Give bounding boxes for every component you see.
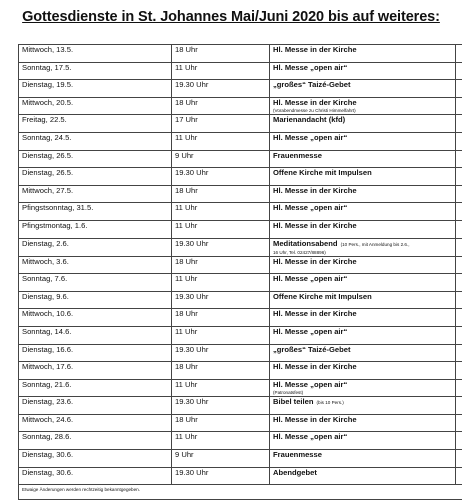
time-cell: 19.30 Uhr	[172, 168, 270, 186]
footnote-row	[19, 485, 462, 500]
event-title: Hl. Messe in der Kirche	[273, 257, 357, 266]
event-subnote: (Vorabendmesse zu Christi Himmelfahrt)	[273, 108, 452, 114]
event-title: Marienandacht (kfd)	[273, 115, 345, 124]
event-title: Hl. Messe „open air“	[273, 380, 347, 389]
schedule-table	[18, 44, 462, 500]
blank-cell	[456, 326, 462, 344]
table-row	[19, 291, 462, 309]
event-title: Hl. Messe „open air“	[273, 274, 347, 283]
table-row	[19, 150, 462, 168]
event-cell	[270, 132, 456, 150]
event-title: Hl. Messe in der Kirche	[273, 45, 357, 54]
day-cell: Mittwoch, 3.6.	[19, 256, 172, 274]
blank-cell	[456, 45, 462, 63]
time-cell: 19.30 Uhr	[172, 467, 270, 485]
table-row	[19, 62, 462, 80]
event-cell	[270, 309, 456, 327]
day-cell: Dienstag, 26.5.	[19, 168, 172, 186]
time-cell: 9 Uhr	[172, 150, 270, 168]
event-title: Hl. Messe in der Kirche	[273, 415, 357, 424]
table-row	[19, 97, 462, 115]
event-cell	[270, 256, 456, 274]
blank-cell	[456, 168, 462, 186]
time-cell: 18 Uhr	[172, 309, 270, 327]
event-cell	[270, 97, 456, 115]
table-row	[19, 362, 462, 380]
event-title: Hl. Messe „open air“	[273, 432, 347, 441]
table-row	[19, 256, 462, 274]
event-title: Hl. Messe in der Kirche	[273, 98, 357, 107]
event-cell	[270, 326, 456, 344]
table-row	[19, 467, 462, 485]
blank-cell	[456, 432, 462, 450]
event-cell	[270, 62, 456, 80]
time-cell: 18 Uhr	[172, 185, 270, 203]
table-row	[19, 115, 462, 133]
event-title: Offene Kirche mit Impulsen	[273, 292, 372, 301]
blank-cell	[456, 467, 462, 485]
day-cell: Dienstag, 16.6.	[19, 344, 172, 362]
event-title: Frauenmesse	[273, 151, 322, 160]
blank-cell	[456, 185, 462, 203]
table-row	[19, 309, 462, 327]
day-cell: Pfingstsonntag, 31.5.	[19, 203, 172, 221]
day-cell: Dienstag, 9.6.	[19, 291, 172, 309]
event-subnote: (Patronatsfest)	[273, 390, 452, 396]
blank-cell	[456, 309, 462, 327]
time-cell: 18 Uhr	[172, 97, 270, 115]
blank-cell	[456, 397, 462, 415]
table-row	[19, 274, 462, 292]
blank-cell	[456, 362, 462, 380]
table-row	[19, 185, 462, 203]
table-row	[19, 238, 462, 256]
table-row	[19, 379, 462, 397]
table-row	[19, 432, 462, 450]
time-cell: 11 Uhr	[172, 379, 270, 397]
blank-cell	[456, 344, 462, 362]
time-cell: 18 Uhr	[172, 414, 270, 432]
time-cell: 17 Uhr	[172, 115, 270, 133]
schedule-body	[19, 45, 462, 500]
table-row	[19, 80, 462, 98]
day-cell: Dienstag, 26.5.	[19, 150, 172, 168]
event-cell	[270, 150, 456, 168]
event-note: (10 Pers., mit Anmeldung bis 2.6.,	[341, 242, 410, 247]
event-title: „großes“ Taizé-Gebet	[273, 80, 351, 89]
event-cell	[270, 362, 456, 380]
table-row	[19, 414, 462, 432]
time-cell: 11 Uhr	[172, 132, 270, 150]
day-cell: Dienstag, 30.6.	[19, 467, 172, 485]
event-title: Hl. Messe „open air“	[273, 133, 347, 142]
time-cell: 11 Uhr	[172, 326, 270, 344]
blank-cell	[456, 62, 462, 80]
event-cell	[270, 379, 456, 397]
table-row	[19, 344, 462, 362]
time-cell: 18 Uhr	[172, 256, 270, 274]
time-cell: 11 Uhr	[172, 62, 270, 80]
day-cell: Sonntag, 17.5.	[19, 62, 172, 80]
event-title: Hl. Messe in der Kirche	[273, 362, 357, 371]
event-subnote: 16 Uhr, Tel. 02427/88896)	[273, 250, 452, 256]
day-cell: Freitag, 22.5.	[19, 115, 172, 133]
event-title: Abendgebet	[273, 468, 317, 477]
time-cell: 11 Uhr	[172, 203, 270, 221]
event-cell	[270, 291, 456, 309]
event-title: Hl. Messe in der Kirche	[273, 309, 357, 318]
table-row	[19, 168, 462, 186]
blank-cell	[456, 274, 462, 292]
time-cell: 11 Uhr	[172, 432, 270, 450]
event-cell	[270, 45, 456, 63]
blank-cell	[456, 256, 462, 274]
event-title: Meditationsabend	[273, 239, 338, 248]
time-cell: 18 Uhr	[172, 45, 270, 63]
blank-cell	[456, 238, 462, 256]
event-cell	[270, 467, 456, 485]
time-cell: 19.30 Uhr	[172, 397, 270, 415]
blank-cell	[456, 115, 462, 133]
table-row	[19, 326, 462, 344]
event-cell	[270, 168, 456, 186]
day-cell: Dienstag, 19.5.	[19, 80, 172, 98]
event-title: „großes“ Taizé-Gebet	[273, 345, 351, 354]
event-title: Hl. Messe in der Kirche	[273, 186, 357, 195]
time-cell: 19.30 Uhr	[172, 344, 270, 362]
event-cell	[270, 397, 456, 415]
table-row	[19, 450, 462, 468]
event-cell	[270, 115, 456, 133]
blank-cell	[456, 450, 462, 468]
event-title: Hl. Messe in der Kirche	[273, 221, 357, 230]
blank-cell	[456, 203, 462, 221]
day-cell: Mittwoch, 13.5.	[19, 45, 172, 63]
table-row	[19, 220, 462, 238]
event-cell	[270, 238, 456, 256]
event-title: Offene Kirche mit Impulsen	[273, 168, 372, 177]
blank-cell	[456, 97, 462, 115]
time-cell: 11 Uhr	[172, 274, 270, 292]
event-cell	[270, 450, 456, 468]
table-row	[19, 203, 462, 221]
time-cell: 19.30 Uhr	[172, 80, 270, 98]
day-cell: Mittwoch, 10.6.	[19, 309, 172, 327]
day-cell: Sonntag, 7.6.	[19, 274, 172, 292]
time-cell: 11 Uhr	[172, 220, 270, 238]
footnote: Etwaige Änderungen werden rechtzeitig bekanntgegeben.	[19, 485, 462, 500]
blank-cell	[456, 132, 462, 150]
event-title: Hl. Messe „open air“	[273, 63, 347, 72]
table-row	[19, 45, 462, 63]
blank-cell	[456, 291, 462, 309]
blank-cell	[456, 220, 462, 238]
day-cell: Mittwoch, 20.5.	[19, 97, 172, 115]
day-cell: Sonntag, 28.6.	[19, 432, 172, 450]
page-title: Gottesdienste in St. Johannes Mai/Juni 2020 bis auf weiteres:	[0, 9, 462, 25]
day-cell: Mittwoch, 24.6.	[19, 414, 172, 432]
time-cell: 9 Uhr	[172, 450, 270, 468]
event-cell	[270, 185, 456, 203]
table-row	[19, 397, 462, 415]
event-title: Frauenmesse	[273, 450, 322, 459]
blank-cell	[456, 379, 462, 397]
blank-cell	[456, 150, 462, 168]
blank-cell	[456, 414, 462, 432]
event-note: (bis 10 Pers.)	[317, 400, 344, 405]
time-cell: 18 Uhr	[172, 362, 270, 380]
event-title: Bibel teilen	[273, 397, 314, 406]
event-cell	[270, 432, 456, 450]
time-cell: 19.30 Uhr	[172, 291, 270, 309]
blank-cell	[456, 80, 462, 98]
event-cell	[270, 414, 456, 432]
day-cell: Mittwoch, 27.5.	[19, 185, 172, 203]
event-cell	[270, 344, 456, 362]
event-title: Hl. Messe „open air“	[273, 203, 347, 212]
day-cell: Sonntag, 24.5.	[19, 132, 172, 150]
event-title: Hl. Messe „open air“	[273, 327, 347, 336]
table-row	[19, 132, 462, 150]
event-cell	[270, 274, 456, 292]
day-cell: Mittwoch, 17.6.	[19, 362, 172, 380]
day-cell: Dienstag, 23.6.	[19, 397, 172, 415]
time-cell: 19.30 Uhr	[172, 238, 270, 256]
day-cell: Pfingstmontag, 1.6.	[19, 220, 172, 238]
day-cell: Sonntag, 21.6.	[19, 379, 172, 397]
day-cell: Sonntag, 14.6.	[19, 326, 172, 344]
event-cell	[270, 220, 456, 238]
event-cell	[270, 203, 456, 221]
day-cell: Dienstag, 30.6.	[19, 450, 172, 468]
event-cell	[270, 80, 456, 98]
day-cell: Dienstag, 2.6.	[19, 238, 172, 256]
